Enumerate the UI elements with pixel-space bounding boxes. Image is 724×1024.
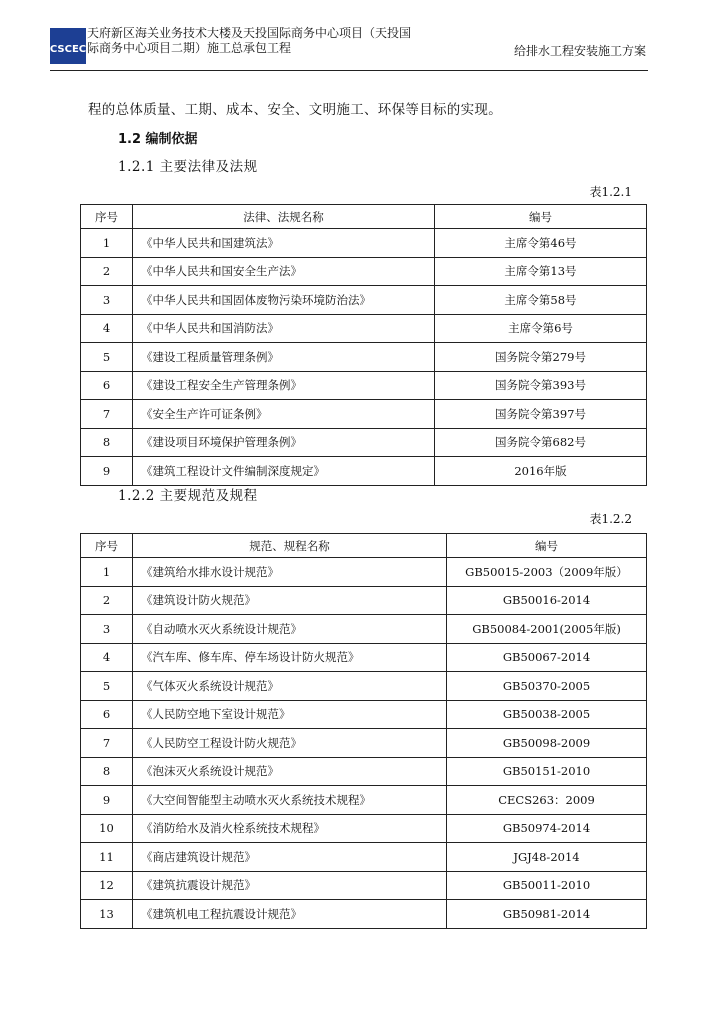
row-number: 3	[81, 286, 133, 315]
logo-text: CSCEC	[50, 44, 86, 55]
document-code: GB50016-2014	[447, 586, 647, 615]
row-number: 4	[81, 314, 133, 343]
row-number: 3	[81, 615, 133, 644]
document-name: 《中华人民共和国建筑法》	[133, 229, 435, 258]
document-code: GB50151-2010	[447, 757, 647, 786]
document-name: 《消防给水及消火栓系统技术规程》	[133, 814, 447, 843]
row-number: 10	[81, 814, 133, 843]
row-number: 6	[81, 700, 133, 729]
document-name: 《自动喷水灭火系统设计规范》	[133, 615, 447, 644]
document-name: 《气体灭火系统设计规范》	[133, 672, 447, 701]
header-project-name: 天府新区海关业务技术大楼及天投国际商务中心项目（天投国际商务中心项目二期）施工总承包工程	[87, 26, 412, 55]
document-name: 《中华人民共和国固体废物污染环境防治法》	[133, 286, 435, 315]
document-name: 《建设项目环境保护管理条例》	[133, 428, 435, 457]
table-row	[81, 371, 647, 400]
row-number: 2	[81, 586, 133, 615]
document-name: 《建筑给水排水设计规范》	[133, 558, 447, 587]
document-code: JGJ48-2014	[447, 843, 647, 872]
standards-heading: 1.2.2 主要规范及规程	[118, 488, 258, 504]
table-header-row	[81, 534, 647, 558]
column-header: 序号	[81, 534, 133, 558]
document-name: 《汽车库、修车库、停车场设计防火规范》	[133, 643, 447, 672]
table-row	[81, 814, 647, 843]
document-code: GB50098-2009	[447, 729, 647, 758]
laws-heading: 1.2.1 主要法律及法规	[118, 159, 258, 175]
table-row	[81, 729, 647, 758]
document-code: 2016年版	[435, 457, 647, 486]
table-row	[81, 314, 647, 343]
row-number: 7	[81, 400, 133, 429]
document-name: 《中华人民共和国安全生产法》	[133, 257, 435, 286]
row-number: 9	[81, 786, 133, 815]
standards-table	[80, 533, 647, 929]
document-name: 《泡沫灭火系统设计规范》	[133, 757, 447, 786]
document-name: 《建筑机电工程抗震设计规范》	[133, 900, 447, 929]
document-code: GB50011-2010	[447, 871, 647, 900]
row-number: 4	[81, 643, 133, 672]
laws-table-caption: 表1.2.1	[589, 185, 632, 199]
row-number: 8	[81, 757, 133, 786]
document-name: 《商店建筑设计规范》	[133, 843, 447, 872]
standards-table-caption: 表1.2.2	[589, 512, 632, 526]
table-row	[81, 757, 647, 786]
laws-table	[80, 204, 647, 486]
table-row	[81, 457, 647, 486]
document-code: GB50038-2005	[447, 700, 647, 729]
document-name: 《中华人民共和国消防法》	[133, 314, 435, 343]
row-number: 5	[81, 343, 133, 372]
document-code: 主席令第58号	[435, 286, 647, 315]
section-heading: 1.2 编制依据	[118, 132, 198, 147]
document-code: 国务院令第682号	[435, 428, 647, 457]
row-number: 9	[81, 457, 133, 486]
table-row	[81, 900, 647, 929]
table-row	[81, 871, 647, 900]
table-row	[81, 343, 647, 372]
row-number: 1	[81, 229, 133, 258]
header-document-title: 给排水工程安装施工方案	[513, 44, 646, 58]
table-row	[81, 786, 647, 815]
table-row	[81, 229, 647, 258]
page-header	[50, 26, 648, 71]
table-row	[81, 643, 647, 672]
document-name: 《安全生产许可证条例》	[133, 400, 435, 429]
table-row	[81, 700, 647, 729]
table-row	[81, 843, 647, 872]
document-name: 《人民防空工程设计防火规范》	[133, 729, 447, 758]
row-number: 5	[81, 672, 133, 701]
column-header: 编号	[435, 205, 647, 229]
table-row	[81, 400, 647, 429]
row-number: 13	[81, 900, 133, 929]
document-code: CECS263：2009	[447, 786, 647, 815]
document-code: GB50974-2014	[447, 814, 647, 843]
document-code: 国务院令第393号	[435, 371, 647, 400]
document-code: GB50084-2001(2005年版)	[447, 615, 647, 644]
document-name: 《建筑工程设计文件编制深度规定》	[133, 457, 435, 486]
table-header-row	[81, 205, 647, 229]
document-name: 《建设工程安全生产管理条例》	[133, 371, 435, 400]
row-number: 6	[81, 371, 133, 400]
document-name: 《建筑设计防火规范》	[133, 586, 447, 615]
intro-paragraph: 程的总体质量、工期、成本、安全、文明施工、环保等目标的实现。	[88, 102, 502, 118]
table-row	[81, 558, 647, 587]
document-code: 主席令第46号	[435, 229, 647, 258]
row-number: 12	[81, 871, 133, 900]
cscec-logo	[50, 28, 86, 64]
row-number: 8	[81, 428, 133, 457]
document-code: 国务院令第279号	[435, 343, 647, 372]
row-number: 2	[81, 257, 133, 286]
row-number: 11	[81, 843, 133, 872]
document-code: GB50067-2014	[447, 643, 647, 672]
row-number: 1	[81, 558, 133, 587]
document-name: 《人民防空地下室设计规范》	[133, 700, 447, 729]
document-name: 《建筑抗震设计规范》	[133, 871, 447, 900]
document-code: 主席令第13号	[435, 257, 647, 286]
column-header: 编号	[447, 534, 647, 558]
document-code: GB50015-2003（2009年版）	[447, 558, 647, 587]
table-row	[81, 286, 647, 315]
document-code: 主席令第6号	[435, 314, 647, 343]
column-header: 序号	[81, 205, 133, 229]
column-header: 法律、法规名称	[133, 205, 435, 229]
row-number: 7	[81, 729, 133, 758]
document-name: 《大空间智能型主动喷水灭火系统技术规程》	[133, 786, 447, 815]
table-row	[81, 615, 647, 644]
table-row	[81, 257, 647, 286]
table-row	[81, 672, 647, 701]
document-code: GB50981-2014	[447, 900, 647, 929]
document-name: 《建设工程质量管理条例》	[133, 343, 435, 372]
table-row	[81, 428, 647, 457]
column-header: 规范、规程名称	[133, 534, 447, 558]
document-code: 国务院令第397号	[435, 400, 647, 429]
document-code: GB50370-2005	[447, 672, 647, 701]
table-row	[81, 586, 647, 615]
